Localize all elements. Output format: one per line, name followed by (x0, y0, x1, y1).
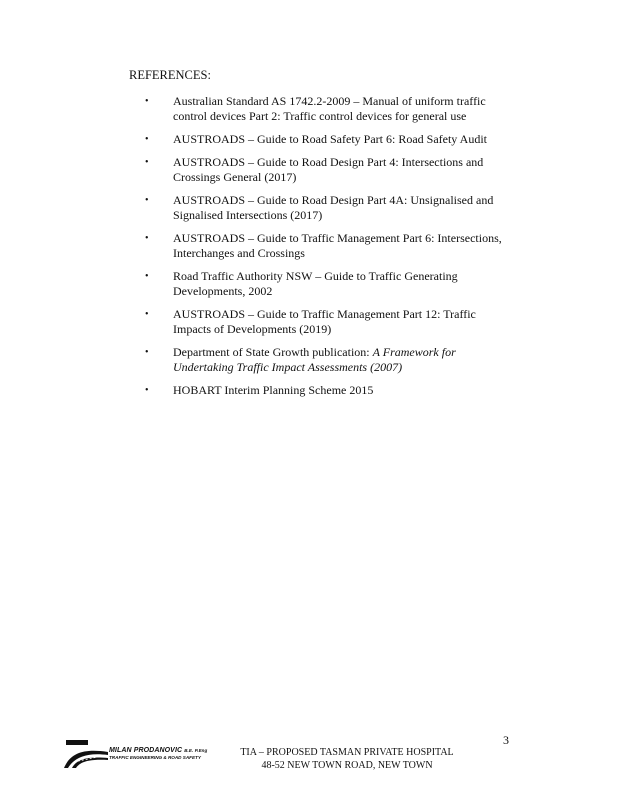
reference-item: • AUSTROADS – Guide to Road Design Part 4A: Unsignalised and Signalised Intersections (2017) (145, 193, 494, 222)
reference-item: • AUSTROADS – Guide to Road Safety Part 6: Road Safety Audit (145, 132, 487, 146)
reference-item: • Road Traffic Authority NSW – Guide to Traffic Generating Developments, 2002 (145, 269, 458, 298)
bullet-icon: • (145, 134, 149, 145)
reference-italic-title: A Framework for Undertaking Traffic Impact Assessments (2007) (173, 345, 456, 374)
footer (232, 746, 462, 772)
bullet-icon: • (145, 96, 149, 107)
footer-title: TIA – PROPOSED TASMAN PRIVATE HOSPITAL (240, 747, 454, 758)
bullet-icon: • (145, 347, 149, 358)
road-swoosh-icon (62, 736, 110, 772)
company-logo (62, 736, 212, 772)
logo-name: MILAN PRODANOVIC B.E. P.Eng (109, 747, 208, 754)
reference-item: • HOBART Interim Planning Scheme 2015 (145, 383, 374, 397)
bullet-icon: • (145, 157, 149, 168)
reference-item: • Department of State Growth publication: A Framework for Undertaking Traffic Impact Assessments (2007) (145, 345, 456, 374)
bullet-icon: • (145, 233, 149, 244)
bullet-icon: • (145, 195, 149, 206)
logo-credentials: B.E. P.Eng (184, 748, 208, 753)
reference-item: • AUSTROADS – Guide to Traffic Management Part 12: Traffic Impacts of Developments (2019) (145, 307, 476, 336)
bullet-icon: • (145, 271, 149, 282)
logo-tagline: TRAFFIC ENGINEERING & ROAD SAFETY (109, 755, 201, 760)
page-number: 3 (503, 733, 509, 747)
reference-item: • Australian Standard AS 1742.2-2009 – Manual of uniform traffic control devices Part 2: Traffic control devices for general use (145, 94, 486, 123)
footer-address: 48-52 NEW TOWN ROAD, NEW TOWN (261, 760, 433, 771)
references-heading: REFERENCES: (129, 68, 211, 82)
bullet-icon: • (145, 385, 149, 396)
references-list (129, 94, 509, 406)
bullet-icon: • (145, 309, 149, 320)
reference-item: • AUSTROADS – Guide to Traffic Management Part 6: Intersections, Interchanges and Crossings (145, 231, 502, 260)
reference-item: • AUSTROADS – Guide to Road Design Part 4: Intersections and Crossings General (2017) (145, 155, 484, 184)
